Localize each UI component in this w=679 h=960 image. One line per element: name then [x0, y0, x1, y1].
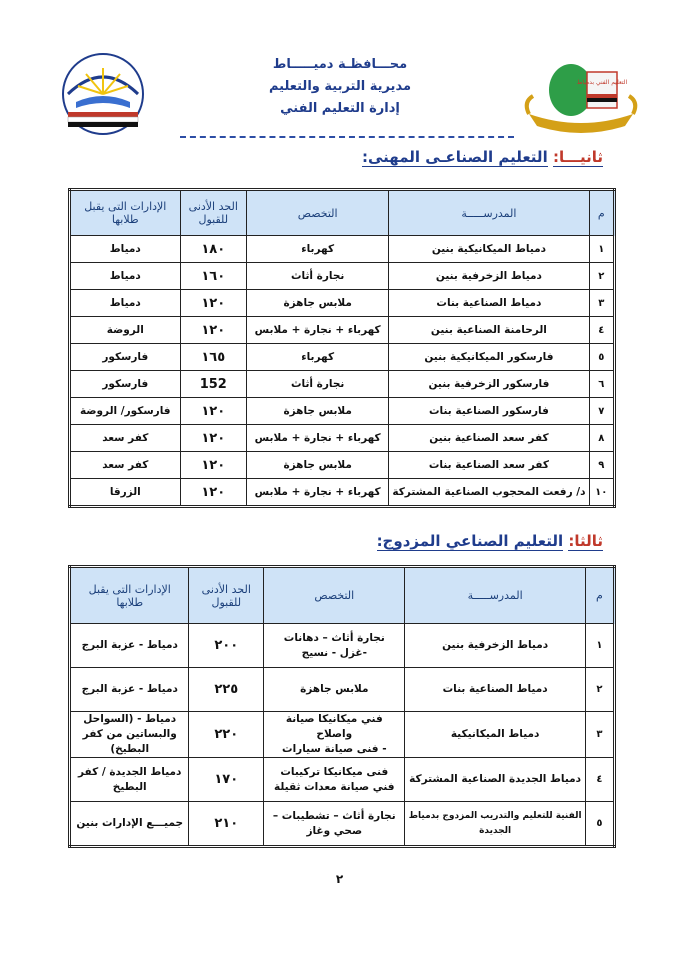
column-header-school: المدرســـــة [405, 567, 585, 624]
column-header-administrations: الإدارات التى يقبل طلابها [70, 190, 181, 236]
table-row: ١ دمياط الزخرفية بنين نجارة أثاث – دهانات -غزل - نسيج ٢٠٠ دمياط - عزبة البرج [70, 624, 615, 668]
section-heading: التعليم الصناعـى المهنى: [362, 148, 548, 166]
section-heading: التعليم الصناعي المزدوج: [376, 532, 564, 550]
section-number: ثالثا: [568, 532, 603, 550]
table-row: ٦ فارسكور الزخرفية بنين نجارة أثاث 152 فارسكور [70, 371, 615, 398]
table-header-row [70, 567, 615, 624]
table-row: ٢ دمياط الصناعية بنات ملابس جاهزة ٢٢٥ دمياط - عزبة البرج [70, 668, 615, 712]
table-row: ٨ كفر سعد الصناعية بنين كهرباء + نجارة + ملابس ١٢٠ كفر سعد [70, 425, 615, 452]
svg-text:التعليم الفني بدمياط: التعليم الفني بدمياط [576, 79, 628, 86]
table-row: ١٠ د/ رفعت المحجوب الصناعية المشتركة كهرباء + نجارة + ملابس ١٢٠ الزرقا [70, 479, 615, 507]
column-header-administrations: الإدارات التى يقبل طلابها [70, 567, 189, 624]
governorate-title: محـــافظـة دميـــــاط [272, 57, 408, 72]
column-header-school: المدرســـــة [389, 190, 589, 236]
column-header-number: م [589, 190, 615, 236]
section-title-vocational [362, 148, 603, 166]
header-titles [230, 54, 450, 120]
technical-education-logo-icon [521, 54, 641, 138]
section-number: ثانيـــا: [552, 148, 603, 166]
department-title: إدارة التعليم الفني [280, 101, 400, 116]
dual-schools-table [68, 565, 616, 848]
directorate-title: مديرية التربية والتعليم [268, 79, 412, 94]
page-header [30, 40, 649, 140]
table-row: ١ دمياط الميكانيكية بنين كهرباء ١٨٠ دمياط [70, 236, 615, 263]
page-number: ٢ [335, 872, 344, 886]
table-header-row [70, 190, 615, 236]
table-row: ٢ دمياط الزخرفية بنين نجارة أثاث ١٦٠ دمياط [70, 263, 615, 290]
header-divider [180, 136, 514, 138]
column-header-specialization: التخصص [264, 567, 405, 624]
section-title-dual [377, 532, 603, 550]
column-header-specialization: التخصص [247, 190, 389, 236]
table-row: ٣ دمياط الميكانيكية فني ميكانيكا صيانة واصلاح - فنى صيانة سيارات ٢٢٠ دمياط - (السواحل والبساتين من كفر البطيخ) [70, 712, 615, 758]
table-row: ٧ فارسكور الصناعية بنات ملابس جاهزة ١٢٠ فارسكور/ الروضة [70, 398, 615, 425]
table-row: ٥ فارسكور الميكانيكية بنين كهرباء ١٦٥ فارسكور [70, 344, 615, 371]
column-header-min-score: الحد الأدنى للقبول [180, 190, 246, 236]
table-row: ٤ الرحامنة الصناعية بنين كهرباء + نجارة + ملابس ١٢٠ الروضة [70, 317, 615, 344]
education-logo-icon [48, 50, 158, 138]
column-header-min-score: الحد الأدنى للقبول [189, 567, 264, 624]
column-header-number: م [585, 567, 614, 624]
table-row: ٩ كفر سعد الصناعية بنات ملابس جاهزة ١٢٠ كفر سعد [70, 452, 615, 479]
table-row: ٥ الفنية للتعليم والتدريب المزدوج بدمياط الجديدة نجارة أثاث – تشطيبات – صحي وغاز ٢١٠ جميـــع الإدارات بنين [70, 802, 615, 847]
table-row: ٣ دمياط الصناعية بنات ملابس جاهزة ١٢٠ دمياط [70, 290, 615, 317]
table-row: ٤ دمياط الجديدة الصناعية المشتركة فنى ميكانيكا تركيبات فني صيانة معدات ثقيلة ١٧٠ دمياط الجديدة / كفر البطيخ [70, 758, 615, 802]
vocational-schools-table [68, 188, 616, 508]
